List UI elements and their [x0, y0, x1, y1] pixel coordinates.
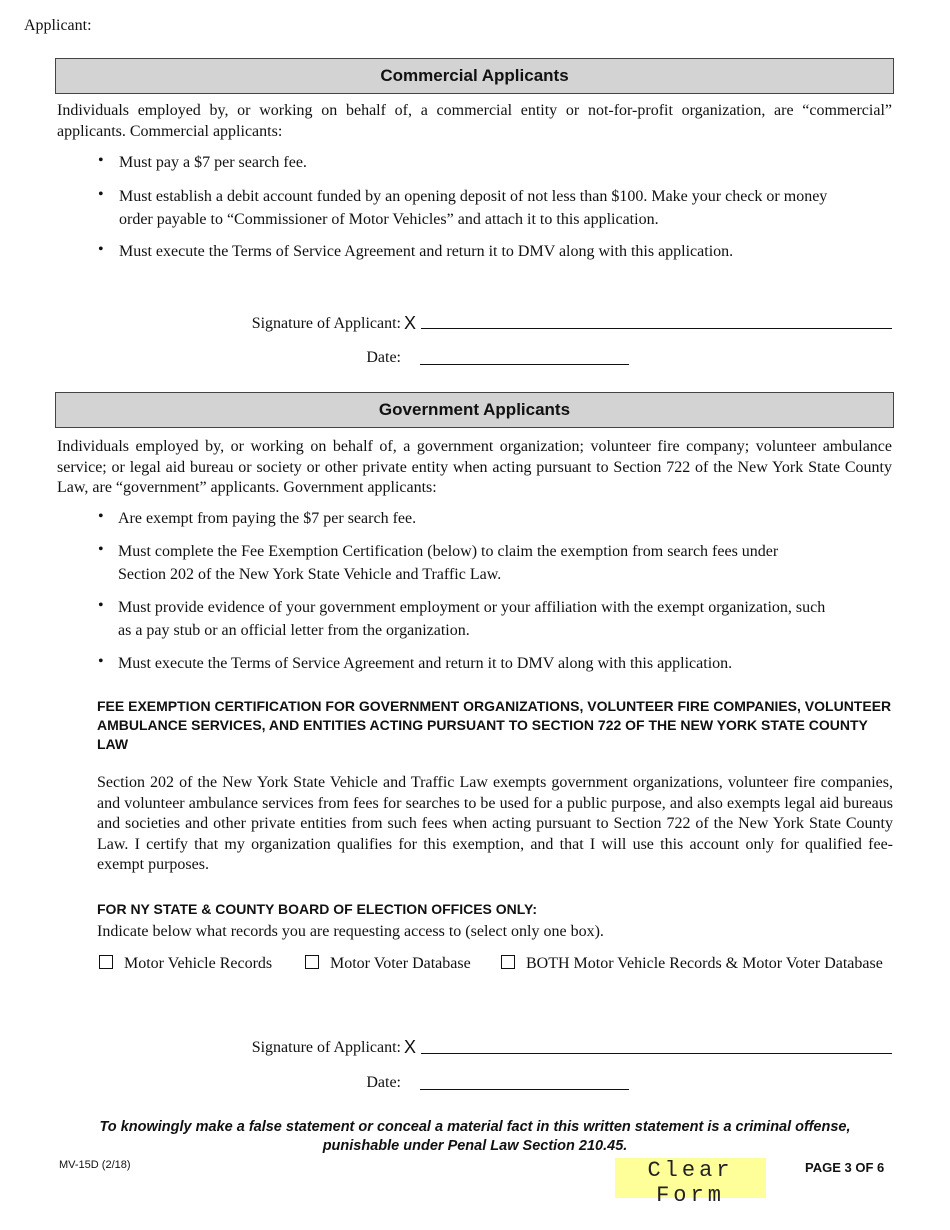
government-header-text: Government Applicants: [378, 400, 571, 419]
government-date-label: Date:: [366, 1074, 401, 1091]
commercial-signature-x: X: [404, 313, 417, 333]
commercial-date-label: Date:: [366, 349, 401, 366]
form-id: MV-15D (2/18): [59, 1159, 131, 1171]
commercial-bullet-3: Must execute the Terms of Service Agreement and return it to DMV along with this application.: [119, 243, 734, 260]
government-bullet-2: Must complete the Fee Exemption Certification (below) to claim the exemption from search fees under: [118, 543, 779, 560]
motor-vehicle-records-label: Motor Vehicle Records: [124, 955, 273, 972]
both-records-checkbox[interactable]: [501, 955, 515, 969]
bullet-dot: •: [98, 653, 104, 670]
government-signature-field[interactable]: [421, 1053, 892, 1054]
both-records-label: BOTH Motor Vehicle Records & Motor Voter Database: [526, 955, 883, 972]
government-section-header: [55, 392, 894, 428]
false-statement-warning: [40, 1118, 910, 1156]
motor-vehicle-records-checkbox[interactable]: [99, 955, 113, 969]
bullet-dot: •: [98, 152, 104, 169]
fee-exemption-heading: FEE EXEMPTION CERTIFICATION FOR GOVERNMENT ORGANIZATIONS, VOLUNTEER FIRE COMPANIES, VOLUNTEER AMBULANCE SERVICES, AND ENTITIES ACTING PURSUANT TO SECTION 722 OF THE NEW YORK STATE COUNTY LAW: [97, 698, 892, 752]
commercial-bullet-2: Must establish a debit account funded by an opening deposit of not less than $100. Make your check or money: [119, 188, 828, 205]
government-bullet-3: Must provide evidence of your government employment or your affiliation with the exempt organization, such: [118, 599, 826, 616]
fee-exemption-text: Section 202 of the New York State Vehicle and Traffic Law exempts government organizations, volunteer fire companies, and volunteer ambulance services from fees for searches to be used for a public purpose, and also exempts legal aid bureaus and societies and other private entities from such fees when acting pursuant to Section 722 of the New York State County Law. I certify that my organization qualifies for this exemption, and that I will use this account only for qualified fee-exempt purposes.: [97, 774, 893, 873]
commercial-bullet-1: Must pay a $7 per search fee.: [119, 154, 307, 171]
commercial-header-text: Commercial Applicants: [380, 66, 569, 85]
commercial-signature-field[interactable]: [421, 328, 892, 329]
government-bullet-2-cont: Section 202 of the New York State Vehicle and Traffic Law.: [118, 566, 502, 583]
page-number: PAGE 3 OF 6: [805, 1160, 885, 1175]
election-offices-heading: FOR NY STATE & COUNTY BOARD OF ELECTION OFFICES ONLY:: [97, 901, 537, 917]
bullet-dot: •: [98, 241, 104, 258]
applicant-label: Applicant:: [24, 17, 92, 34]
government-signature-label: Signature of Applicant:: [251, 1039, 401, 1056]
bullet-dot: •: [98, 508, 104, 525]
commercial-date-field[interactable]: [420, 364, 629, 365]
government-bullet-1: Are exempt from paying the $7 per search fee.: [118, 510, 417, 527]
warning-line-1: To knowingly make a false statement or conceal a material fact in this written statement is a criminal offense,: [99, 1119, 851, 1135]
commercial-bullet-2-cont: order payable to “Commissioner of Motor Vehicles” and attach it to this application.: [119, 211, 659, 228]
government-date-field[interactable]: [420, 1089, 629, 1090]
commercial-intro: Individuals employed by, or working on behalf of, a commercial entity or not-for-profit organization, are “commercial” applicants. Commercial applicants:: [57, 102, 892, 140]
bullet-dot: •: [98, 597, 104, 614]
bullet-dot: •: [98, 186, 104, 203]
warning-line-2: punishable under Penal Law Section 210.45.: [322, 1138, 628, 1154]
government-bullet-3-cont: as a pay stub or an official letter from the organization.: [118, 622, 470, 639]
motor-voter-database-checkbox[interactable]: [305, 955, 319, 969]
clear-form-button[interactable]: Clear Form: [615, 1158, 766, 1198]
government-intro: Individuals employed by, or working on behalf of, a government organization; volunteer fire company; volunteer ambulance service; or legal aid bureau or society or other private entity when acting pursuant to Section 722 of the New York State County Law, are “government” applicants. Government applicants:: [57, 438, 892, 496]
government-bullet-4: Must execute the Terms of Service Agreement and return it to DMV along with this application.: [118, 655, 733, 672]
commercial-signature-label: Signature of Applicant:: [251, 315, 401, 332]
motor-voter-database-label: Motor Voter Database: [330, 955, 471, 972]
bullet-dot: •: [98, 541, 104, 558]
commercial-section-header: [55, 58, 894, 94]
election-instruction: Indicate below what records you are requesting access to (select only one box).: [97, 923, 604, 940]
government-signature-x: X: [404, 1037, 417, 1057]
